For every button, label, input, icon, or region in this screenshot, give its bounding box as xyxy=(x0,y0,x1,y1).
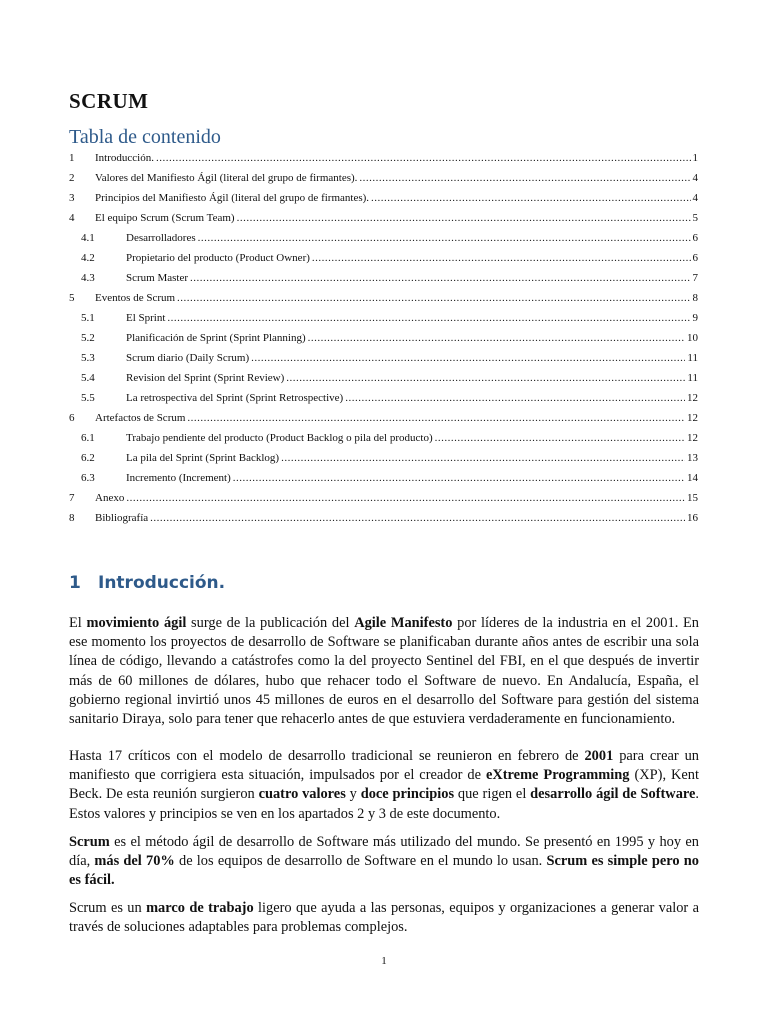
toc-entry-title: Artefactos de Scrum xyxy=(95,412,186,424)
toc-entry[interactable] xyxy=(69,490,698,506)
toc-entry[interactable] xyxy=(69,290,698,306)
body-text: y xyxy=(345,786,361,803)
section-title: Introducción. xyxy=(98,573,226,593)
toc-dot-leader xyxy=(233,470,685,486)
toc-entry[interactable] xyxy=(81,470,698,486)
toc-entry-number: 6.3 xyxy=(81,472,95,484)
toc-entry-title: Principios del Manifiesto Ágil (literal del grupo de firmantes). xyxy=(95,192,370,204)
paragraph xyxy=(69,614,699,729)
toc-entry-page: 16 xyxy=(687,512,698,524)
body-text: por líderes de la industria en el 2001. En ese momento los proyectos de desarrollo de Software se planificaban durante años antes de escribir una sola línea de código, llevando a catástrofes como la del proyecto Sentinel del FBI, en el que después de invertir más de 60 millones de dólares, hubo que rehacer todo el Software de nuevo. En Andalucía, España, el gobierno regional invirtió unos 45 millones de euros en el desarrollo del Software para gestión del sistema sanitario Diraya, solo para tener que rehacerlo antes de que estuviera verdaderamente en funcionamiento. xyxy=(69,615,699,728)
toc-dot-leader xyxy=(371,190,690,206)
section-number: 1 xyxy=(69,573,81,593)
body-text: es el método ágil de desarrollo de Software más utilizado del mundo. Se presentó en 1995 y hoy en día, xyxy=(69,834,699,870)
paragraph xyxy=(69,833,699,891)
toc-entry-number: 5.1 xyxy=(81,312,95,324)
toc-entry[interactable] xyxy=(81,330,698,346)
document-title: SCRUM xyxy=(69,89,149,113)
toc-entry[interactable] xyxy=(69,510,698,526)
toc-entry-number: 4.2 xyxy=(81,252,95,264)
section-heading xyxy=(69,573,225,593)
bold-text: eXtreme Programming xyxy=(485,767,630,784)
body-text: Hasta 17 críticos con el modelo de desarrollo tradicional se reunieron en febrero de xyxy=(69,748,585,764)
body-text: El xyxy=(69,615,87,631)
toc-entry-title: Eventos de Scrum xyxy=(95,292,176,304)
toc-entry-page: 12 xyxy=(687,392,698,404)
toc-entry-page: 6 xyxy=(692,232,698,244)
toc-entry-page: 6 xyxy=(692,252,698,264)
bold-text: Scrum es simple pero no es fácil. xyxy=(69,853,699,889)
toc-entry-number: 4 xyxy=(69,212,75,224)
bold-text: doce principios xyxy=(360,786,455,803)
bold-text: marco de trabajo xyxy=(146,900,254,916)
toc-entry[interactable] xyxy=(81,450,698,466)
toc-entry-title: Anexo xyxy=(95,492,125,504)
bold-text: más del 70% xyxy=(94,853,175,870)
toc-dot-leader xyxy=(281,450,685,466)
toc-dot-leader xyxy=(198,230,691,246)
body-text: . Estos valores y principios se ven en los apartados 2 y 3 de este documento. xyxy=(69,786,700,822)
toc-entry-number: 2 xyxy=(69,172,75,184)
toc-entry-page: 13 xyxy=(687,452,698,464)
bold-text: 2001 xyxy=(584,748,614,764)
page-number: 1 xyxy=(381,955,387,967)
toc-entry-title: El Sprint xyxy=(126,312,166,324)
toc-entry-number: 6 xyxy=(69,412,75,424)
toc-entry-page: 5 xyxy=(692,212,698,224)
paragraph xyxy=(69,747,699,824)
bold-text: cuatro valores xyxy=(258,786,346,803)
toc-entry-title: Introducción. xyxy=(95,152,154,164)
toc-entry[interactable] xyxy=(81,390,698,406)
toc-entry-number: 5.4 xyxy=(81,372,95,384)
toc-entry-number: 3 xyxy=(69,192,75,204)
body-text: (XP), Kent Beck. De esta reunión surgieron xyxy=(69,767,699,803)
toc-entry-page: 15 xyxy=(687,492,698,504)
toc-title: Tabla de contenido xyxy=(69,126,221,148)
toc-dot-leader xyxy=(187,410,685,426)
toc-entry-number: 4.1 xyxy=(81,232,95,244)
toc-entry-title: Scrum Master xyxy=(126,272,189,284)
toc-entry-page: 14 xyxy=(687,472,698,484)
bold-text: desarrollo ágil de Software xyxy=(530,786,696,803)
toc-entry[interactable] xyxy=(81,350,698,366)
toc-entry[interactable] xyxy=(81,430,698,446)
toc-entry-title: Planificación de Sprint (Sprint Planning) xyxy=(126,332,306,344)
toc-entry-title: Scrum diario (Daily Scrum) xyxy=(126,352,250,364)
toc-entry-page: 7 xyxy=(692,272,698,284)
toc-entry-title: El equipo Scrum (Scrum Team) xyxy=(95,212,235,224)
toc-entry-page: 10 xyxy=(687,332,698,344)
toc-entry[interactable] xyxy=(69,410,698,426)
toc-dot-leader xyxy=(435,430,685,446)
toc-dot-leader xyxy=(190,270,690,286)
paragraph xyxy=(69,899,699,937)
toc-dot-leader xyxy=(251,350,685,366)
toc-entry-page: 11 xyxy=(687,352,698,364)
toc-entry-number: 1 xyxy=(69,152,75,164)
toc-entry[interactable] xyxy=(81,250,698,266)
toc-entry-number: 7 xyxy=(69,492,75,504)
toc-dot-leader xyxy=(312,250,691,266)
toc-entry[interactable] xyxy=(69,170,698,186)
toc-entry-page: 8 xyxy=(692,292,698,304)
toc-dot-leader xyxy=(286,370,685,386)
toc-entry-title: Desarrolladores xyxy=(126,232,196,244)
toc-entry-title: Bibliografía xyxy=(95,512,149,524)
toc-entry-number: 4.3 xyxy=(81,272,95,284)
toc-entry-page: 9 xyxy=(692,312,698,324)
toc-dot-leader xyxy=(156,150,691,166)
toc-entry[interactable] xyxy=(69,150,698,166)
toc-entry-title: Trabajo pendiente del producto (Product Backlog o pila del producto) xyxy=(126,432,433,444)
toc-entry-number: 6.1 xyxy=(81,432,95,444)
body-text: ligero que ayuda a las personas, equipos y organizaciones a generar valor a través de soluciones adaptables para problemas complejos. xyxy=(69,900,699,936)
toc-dot-leader xyxy=(345,390,685,406)
body-text: de los equipos de desarrollo de Software en el mundo lo usan. xyxy=(174,853,547,870)
body-text: Scrum es un xyxy=(69,900,147,916)
toc-dot-leader xyxy=(237,210,691,226)
bold-text: Agile Manifesto xyxy=(354,615,453,631)
toc-dot-leader xyxy=(308,330,685,346)
bold-text: Scrum xyxy=(69,834,110,850)
toc-entry-title: Valores del Manifiesto Ágil (literal del grupo de firmantes). xyxy=(95,172,358,184)
toc-entry[interactable] xyxy=(81,370,698,386)
toc-entry-title: Propietario del producto (Product Owner) xyxy=(126,252,310,264)
toc-entry-number: 8 xyxy=(69,512,75,524)
toc-entry-title: La pila del Sprint (Sprint Backlog) xyxy=(126,452,280,464)
toc-entry[interactable] xyxy=(81,310,698,326)
body-text: para crear un manifiesto que corrigiera esta situación, impulsados por el creador de xyxy=(69,748,699,784)
toc-entry[interactable] xyxy=(81,270,698,286)
toc-entry-number: 6.2 xyxy=(81,452,95,464)
body-text: que rigen el xyxy=(454,786,531,803)
toc-dot-leader xyxy=(126,490,685,506)
bold-text: movimiento ágil xyxy=(86,615,187,631)
toc-entry-title: Incremento (Increment) xyxy=(126,472,231,484)
toc-entry-number: 5.3 xyxy=(81,352,95,364)
toc-entry-number: 5.5 xyxy=(81,392,95,404)
toc-entry[interactable] xyxy=(81,230,698,246)
toc-entry-page: 4 xyxy=(692,172,698,184)
toc-entry-page: 12 xyxy=(687,432,698,444)
toc-entry-page: 1 xyxy=(692,152,698,164)
body-text: surge de la publicación del xyxy=(186,615,355,631)
toc-dot-leader xyxy=(150,510,685,526)
toc-entry-page: 11 xyxy=(687,372,698,384)
toc-dot-leader xyxy=(167,310,690,326)
toc-entry[interactable] xyxy=(69,210,698,226)
toc-entry[interactable] xyxy=(69,190,698,206)
toc-entry-page: 4 xyxy=(692,192,698,204)
toc-entry-title: Revision del Sprint (Sprint Review) xyxy=(126,372,285,384)
toc-entry-page: 12 xyxy=(687,412,698,424)
toc-entry-number: 5 xyxy=(69,292,75,304)
toc-dot-leader xyxy=(177,290,690,306)
toc-dot-leader xyxy=(359,170,690,186)
toc-entry-number: 5.2 xyxy=(81,332,95,344)
toc-entry-title: La retrospectiva del Sprint (Sprint Retrospective) xyxy=(126,392,344,404)
